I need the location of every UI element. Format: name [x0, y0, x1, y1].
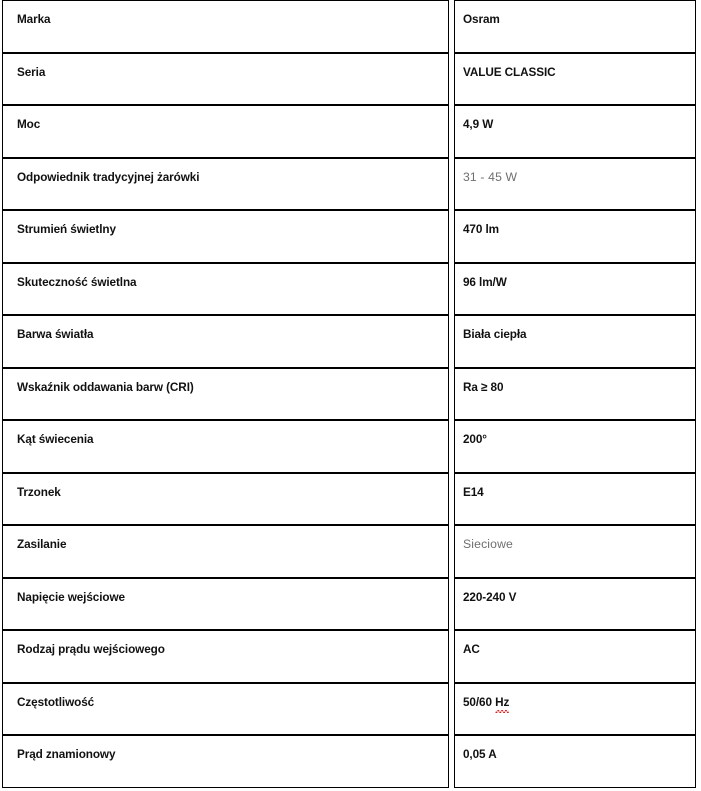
spec-value-text: Ra ≥ 80	[463, 379, 504, 394]
spec-label-text: Strumień świetlny	[17, 222, 116, 236]
table-row	[0, 158, 701, 211]
spec-label-text: Napięcie wejściowe	[17, 589, 125, 604]
spec-value-plain: 50/60	[463, 694, 496, 709]
spec-label-cell	[2, 158, 449, 211]
spec-value-text: 220-240 V	[463, 589, 517, 604]
spec-value-text: 96 lm/W	[463, 274, 507, 289]
table-row	[0, 105, 701, 158]
spec-value-text: 31 - 45 W	[463, 169, 518, 184]
spec-value-text: VALUE CLASSIC	[463, 64, 556, 79]
table-row	[0, 578, 701, 631]
table-row	[0, 368, 701, 421]
spec-label-text: Moc	[17, 117, 41, 131]
spec-value-cell	[454, 735, 696, 788]
spec-value-text: Biała ciepła	[463, 327, 527, 341]
table-row	[0, 53, 701, 106]
spec-label-text: Seria	[17, 64, 46, 79]
spec-label-cell	[2, 0, 449, 53]
table-row	[0, 630, 701, 683]
table-row	[0, 735, 701, 788]
spec-value-cell	[454, 53, 696, 106]
spec-value-cell	[454, 420, 696, 473]
spellcheck-underlined-word: Hz	[495, 694, 510, 709]
spec-value-cell	[454, 630, 696, 683]
spec-value-cell	[454, 315, 696, 368]
table-row	[0, 0, 701, 53]
spec-label-cell	[2, 473, 449, 526]
spec-value-cell	[454, 105, 696, 158]
spec-label-text: Odpowiednik tradycyjnej żarówki	[17, 169, 200, 184]
spec-label-text: Zasilanie	[17, 537, 67, 551]
spec-label-cell	[2, 105, 449, 158]
spec-label-text: Barwa światła	[17, 327, 94, 341]
spec-value-cell	[454, 263, 696, 316]
spec-value-cell	[454, 0, 696, 53]
spec-label-cell	[2, 368, 449, 421]
spec-label-cell	[2, 525, 449, 578]
table-row	[0, 473, 701, 526]
spec-label-cell	[2, 630, 449, 683]
spec-value-cell	[454, 210, 696, 263]
spec-label-cell	[2, 53, 449, 106]
spec-value-text: 200°	[463, 432, 487, 446]
spec-label-cell	[2, 735, 449, 788]
spec-label-text: Marka	[17, 12, 51, 26]
spec-label-cell	[2, 315, 449, 368]
spec-value-cell	[454, 473, 696, 526]
table-row	[0, 683, 701, 736]
spec-value-text: 4,9 W	[463, 117, 494, 131]
spec-label-text: Skuteczność świetlna	[17, 274, 137, 289]
spec-value-cell	[454, 525, 696, 578]
spec-value-text: Osram	[463, 12, 500, 26]
table-row	[0, 525, 701, 578]
table-row	[0, 263, 701, 316]
spec-value-text	[463, 695, 509, 711]
spec-label-text: Wskaźnik oddawania barw (CRI)	[17, 379, 194, 394]
table-row	[0, 315, 701, 368]
spec-label-text: Prąd znamionowy	[17, 747, 116, 761]
spec-value-cell	[454, 368, 696, 421]
spec-value-text: 470 lm	[463, 222, 499, 236]
spec-value-text: Sieciowe	[463, 537, 513, 551]
spec-label-cell	[2, 683, 449, 736]
table-row	[0, 420, 701, 473]
spec-label-cell	[2, 578, 449, 631]
spec-value-text: E14	[463, 484, 484, 499]
spec-label-text: Trzonek	[17, 484, 61, 499]
spec-value-text: AC	[463, 642, 480, 656]
spec-value-cell	[454, 683, 696, 736]
spec-value-cell	[454, 578, 696, 631]
spec-label-text: Kąt świecenia	[17, 432, 94, 446]
table-row	[0, 210, 701, 263]
spec-value-cell	[454, 158, 696, 211]
spec-value-text: 0,05 A	[463, 747, 497, 761]
spec-label-text: Rodzaj prądu wejściowego	[17, 642, 165, 656]
spec-label-cell	[2, 210, 449, 263]
spec-label-cell	[2, 420, 449, 473]
spec-label-text: Częstotliwość	[17, 694, 95, 709]
spec-label-cell	[2, 263, 449, 316]
